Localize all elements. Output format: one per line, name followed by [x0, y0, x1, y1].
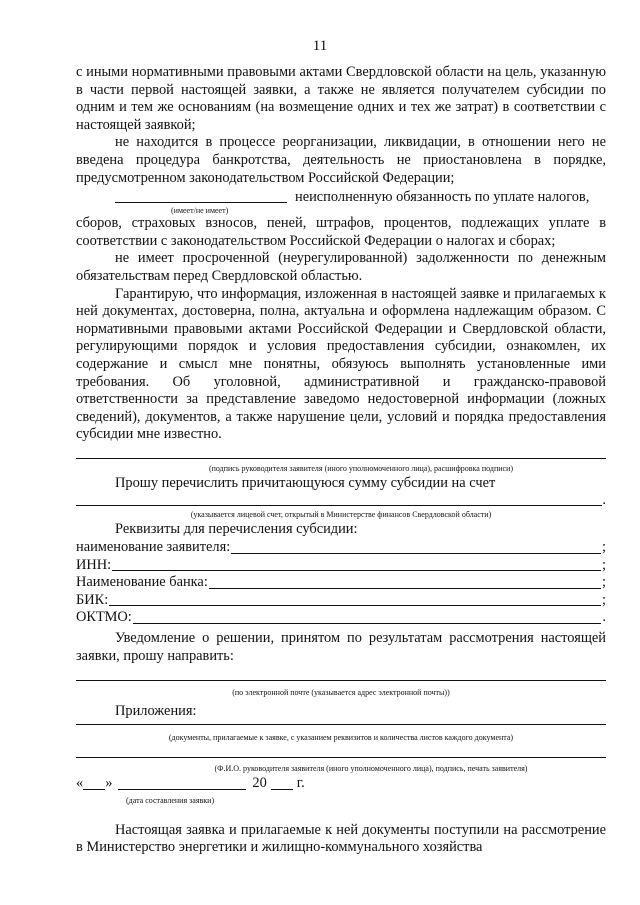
account-hint: (указывается лицевой счет, открытый в Министерстве финансов Свердловской области) [190, 510, 492, 520]
requisite-inn[interactable] [76, 557, 606, 575]
date-month-blank[interactable] [118, 775, 246, 790]
account-line: . [76, 492, 606, 509]
tax-obligation-hint: (имеет/не имеет) [171, 206, 229, 216]
tax-obligation-text: неисполненную обязанность по уплате налогов, [295, 188, 590, 205]
fio-line[interactable] [76, 756, 606, 758]
final-paragraph: Настоящая заявка и прилагаемые к ней документы поступили на рассмотрение в Министерство энергетики и жилищно-коммунального хозяйства [76, 821, 606, 856]
tax-obligation-line [76, 188, 606, 206]
requisite-end: ; [602, 556, 606, 573]
date-open-quote: « [76, 775, 84, 792]
requisite-applicant-name[interactable] [76, 539, 606, 557]
notification-request: Уведомление о решении, принятом по результатам рассмотрения настоящей заявки, прошу направить: [76, 630, 606, 664]
tax-obligation-blank[interactable] [115, 188, 287, 203]
email-hint: (по электронной почте (указывается адрес электронной почты)) [232, 688, 450, 698]
signature-line[interactable] [76, 457, 606, 459]
requisite-label: наименование заявителя: [76, 539, 231, 556]
paragraph-taxes: сборов, страховых взносов, пеней, штрафов, процентов, подлежащих уплате в соответствии с законодательством Российской Федерации о налогах и сборах; [76, 215, 606, 249]
requisite-bank-name[interactable] [76, 574, 606, 592]
requisite-label: Наименование банка: [76, 574, 208, 591]
requisite-oktmo[interactable] [76, 609, 606, 627]
requisite-blank[interactable] [109, 593, 601, 606]
attachments-label: Приложения: [115, 703, 197, 720]
requisite-label: ОКТМО: [76, 609, 132, 626]
requisite-blank[interactable] [133, 611, 602, 624]
document-body [76, 64, 606, 857]
requisites-list [76, 539, 606, 627]
paragraph-debts: не имеет просроченной (неурегулированной) задолженности по денежным обязательствам перед Свердловской областью. [76, 250, 606, 284]
date-day-blank[interactable] [83, 775, 105, 790]
requisite-end: ; [602, 574, 606, 591]
requisite-blank[interactable] [112, 558, 601, 571]
date-close-quote: » [105, 775, 113, 792]
date-line [76, 775, 606, 793]
fio-hint: (Ф.И.О. руководителя заявителя (иного уполномоченного лица), подпись, печать заявителя) [214, 763, 528, 773]
requisite-end: ; [602, 539, 606, 556]
date-hint: (дата составления заявки) [126, 795, 215, 805]
requisite-end: . [602, 609, 606, 626]
requisite-bik[interactable] [76, 592, 606, 610]
page-number: 11 [312, 38, 328, 54]
account-blank[interactable] [76, 491, 602, 506]
requisite-blank[interactable] [231, 541, 601, 554]
paragraph-guarantee: Гарантирую, что информация, изложенная в настоящей заявке и прилагаемых к ней документах, достоверна, полна, актуальна и оформлена надлежащим образом. С нормативными правовыми актами Российской Федерации и Свердловской области, регулирующими порядок и условия предоставления субсидии, ознакомлен, их содержание и смысл мне понятны, обязуюсь выполнять установленные ими требования. Об уголовной, административной и гражданско-правовой ответственности за представление заведомо недостоверной информации (ложных сведений), документов, а также нарушение цели, условий и порядка предоставления субсидии мне известно. [76, 285, 606, 443]
date-year-suffix: г. [296, 775, 305, 792]
requisite-label: ИНН: [76, 556, 112, 573]
email-line[interactable] [76, 679, 606, 681]
requisite-blank[interactable] [209, 576, 601, 589]
requisites-heading: Реквизиты для перечисления субсидии: [115, 521, 358, 538]
requisite-end: ; [602, 591, 606, 608]
attachments-hint: (документы, прилагаемые к заявке, с указанием реквизитов и количества листов каждого документа) [168, 732, 514, 742]
requisite-label: БИК: [76, 591, 109, 608]
date-year-blank[interactable] [271, 775, 293, 790]
attachments-line[interactable] [76, 723, 606, 725]
paragraph-legal-acts: с иными нормативными правовыми актами Свердловской области на цель, указанную в части первой настоящей заявки, а также не является получателем субсидии по одним и тем же основаниям (на возмещение одних и тех же затрат) в соответствии с настоящей заявкой; [76, 64, 606, 133]
paragraph-reorganization: не находится в процессе реорганизации, ликвидации, в отношении него не введена процедура банкротства, деятельность не приостановлена в порядке, предусмотренном законодательством Российской Федерации; [76, 134, 606, 186]
transfer-request: Прошу перечислить причитающуюся сумму субсидии на счет [115, 474, 496, 491]
date-year-prefix: 20 [252, 775, 267, 792]
signature-hint: (подпись руководителя заявителя (иного уполномоченного лица), расшифровка подписи) [208, 463, 514, 473]
